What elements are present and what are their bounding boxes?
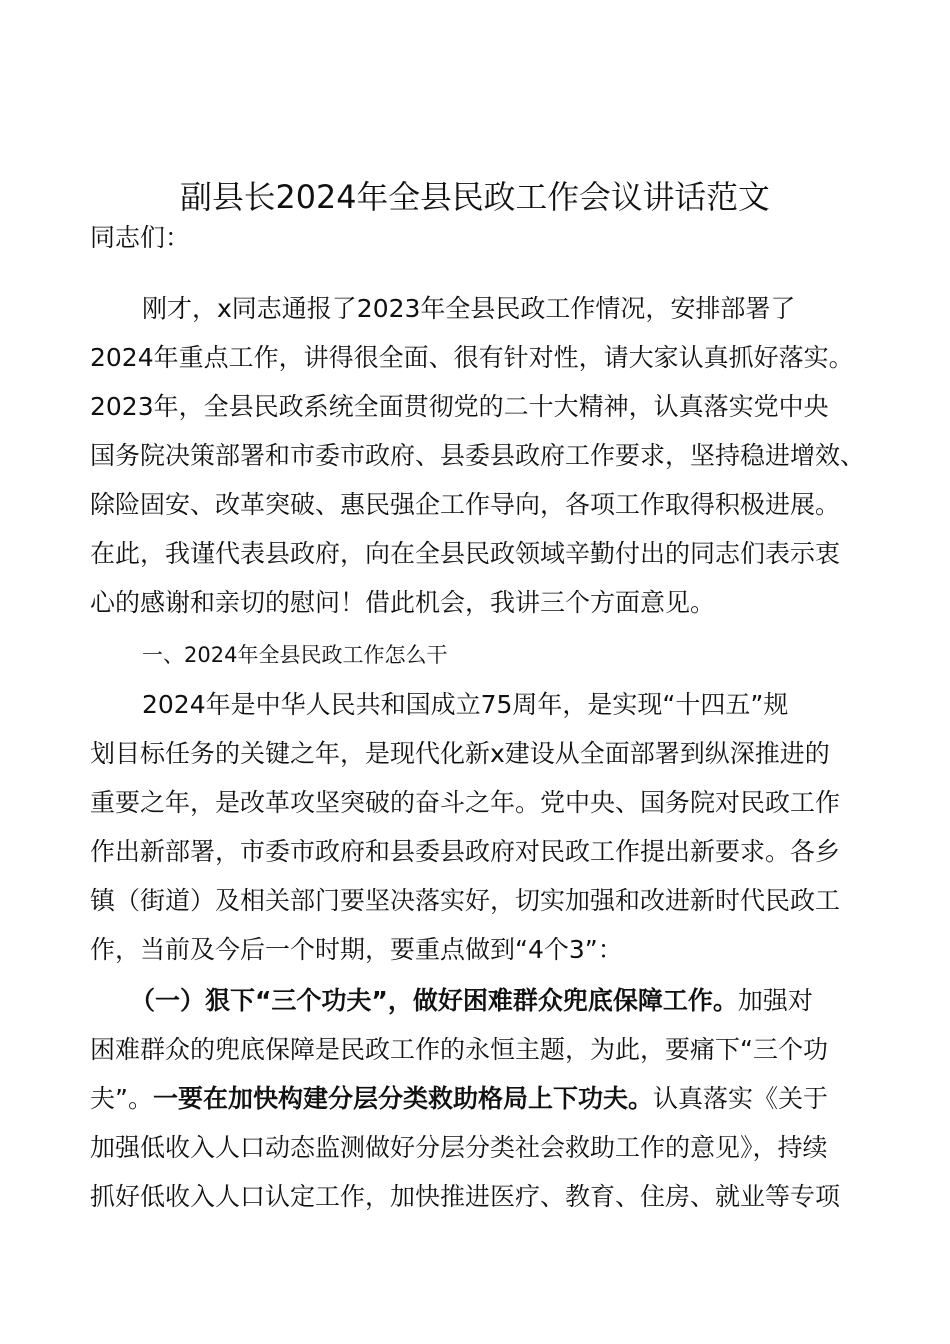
paragraph-text: 夫”。 [90,1084,153,1113]
paragraph-line [90,1079,828,1119]
paragraph-line: 抓好低收入人口认定工作，加快推进医疗、教育、住房、就业等专项 [90,1182,841,1211]
salutation: 同志们： [90,223,191,252]
emphasis-text: 一要在加快构建分层分类救助格局上下功夫。 [152,1084,653,1113]
paragraph-line: 作，当前及今后一个时期，要重点做到“4个3”： [90,935,623,964]
paragraph-line: 2023年，全县民政系统全面贯彻党的二十大精神，认真落实党中央 [90,392,829,421]
paragraph-line: 心的感谢和亲切的慰问！借此机会，我讲三个方面意见。 [90,588,716,617]
paragraph-text: 加强对 [737,986,813,1015]
paragraph-line: 2024年是中华人民共和国成立75周年，是实现“十四五”规 [142,690,789,719]
document-title: 副县长2024年全县民政工作会议讲话范文 [180,179,770,216]
paragraph-line [130,981,813,1021]
paragraph-line: 镇（街道）及相关部门要坚决落实好，切实加强和改进新时代民政工 [90,886,841,915]
paragraph-line: 重要之年，是改革攻坚突破的奋斗之年。党中央、国务院对民政工作 [90,788,841,817]
paragraph-line: 2024年重点工作，讲得很全面、很有针对性，请大家认真抓好落实。 [90,343,854,372]
paragraph-line: 加强低收入人口动态监测做好分层分类社会救助工作的意见》，持续 [90,1133,828,1162]
section-heading: 一、2024年全县民政工作怎么干 [142,643,448,667]
paragraph-line: 在此，我谨代表县政府，向在全县民政领域辛勤付出的同志们表示衷 [90,539,841,568]
paragraph-line: 划目标任务的关键之年，是现代化新x建设从全面部署到纵深推进的 [90,739,830,768]
paragraph-line: 作出新部署，市委市政府和县委县政府对民政工作提出新要求。各乡 [90,837,841,866]
paragraph-line: 除险固安、改革突破、惠民强企工作导向，各项工作取得积极进展。 [90,490,841,519]
paragraph-line: 国务院决策部署和市委市政府、县委县政府工作要求，坚持稳进增效、 [90,441,866,470]
subsection-heading: （一）狠下“三个功夫”，做好困难群众兜底保障工作。 [130,986,738,1015]
paragraph-line: 困难群众的兜底保障是民政工作的永恒主题，为此，要痛下“三个功 [90,1035,828,1064]
paragraph-text: 认真落实《关于 [652,1084,828,1113]
paragraph-line: 刚才，x同志通报了2023年全县民政工作情况，安排部署了 [142,294,796,323]
